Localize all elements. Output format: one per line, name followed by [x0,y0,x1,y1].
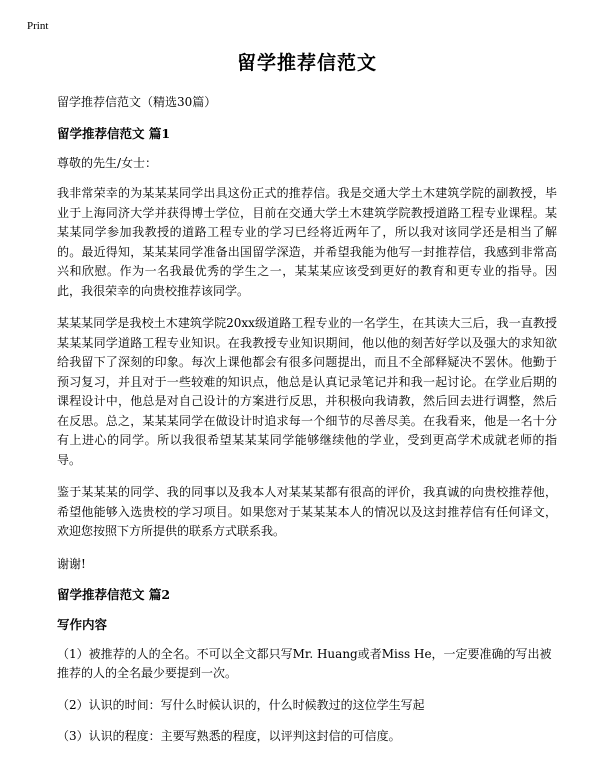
closing: 谢谢! [57,556,86,571]
salutation: 尊敬的先生/女士： [57,156,158,170]
section-1-heading: 留学推荐信范文 篇1 [57,126,171,141]
print-label: Print [27,20,49,32]
page-title: 留学推荐信范文 [236,52,377,74]
document-body [57,48,557,759]
document-subtitle: 留学推荐信范文（精选30篇） [57,95,217,109]
list-item-2: （2）认识的时间：写什么时候认识的，什么时候教过的这位学生写起 [57,697,425,712]
paragraph-1: 我非常荣幸的为某某某同学出具这份正式的推荐信。我是交通大学土木建筑学院的副教授，毕业于上海同济大学并获得博士学位，目前在交通大学土木建筑学院教授道路工程专业课程。某某某同学参加我教授的道路工程专业的学习已经将近两年了，所以我对该同学还是相当了解的。最近得知，某某某同学准备出国留学深造，并希望我能为他写一封推荐信，我感到非常高兴和欣慰。作为一名我最优秀的学生之一，某某某应该受到更好的教育和更专业的指导。因此，我很荣幸的向贵校推荐该同学。 [57,186,557,298]
section-2-heading: 留学推荐信范文 篇2 [57,586,171,602]
list-item-1: （1）被推荐的人的全名。不可以全文都只写Mr. Huang或者Miss He，一定要准确的写出被推荐的人的全名最少要提到一次。 [57,646,552,680]
section-2-subheading: 写作内容 [57,616,108,632]
paragraph-2: 某某某同学是我校土木建筑学院20xx级道路工程专业的一名学生，在其读大三后，我一直教授某某某同学道路工程专业知识。在我教授专业知识期间，他以他的刻苦好学以及强大的求知欲给我留下了深刻的印象。每次上课他都会有很多问题提出，而且不全部释疑决不罢休。他勤于预习复习，并且对于一些较难的知识点，他总是认真记录笔记并和我一起讨论。在学业后期的课程设计中，他总是对自己设计的方案进行反思，并积极向我请教，然后回去进行调整，然后在反思。总之，某某某同学在做设计时追求每一个细节的尽善尽美。在我看来，他是一名十分有上进心的同学。所以我很希望某某某同学能够继续他的学业，受到更高学术成就老师的指导。 [57,316,557,467]
paragraph-3: 鉴于某某某的同学、我的同事以及我本人对某某某都有很高的评价，我真诚的向贵校推荐他，希望他能够入选贵校的学习项目。如果您对于某某某本人的情况以及这封推荐信有任何译文，欢迎您按照下方所提供的联系方式联系我。 [57,485,557,538]
list-item-3: （3）认识的程度：主要写熟悉的程度，以评判这封信的可信度。 [57,729,401,743]
